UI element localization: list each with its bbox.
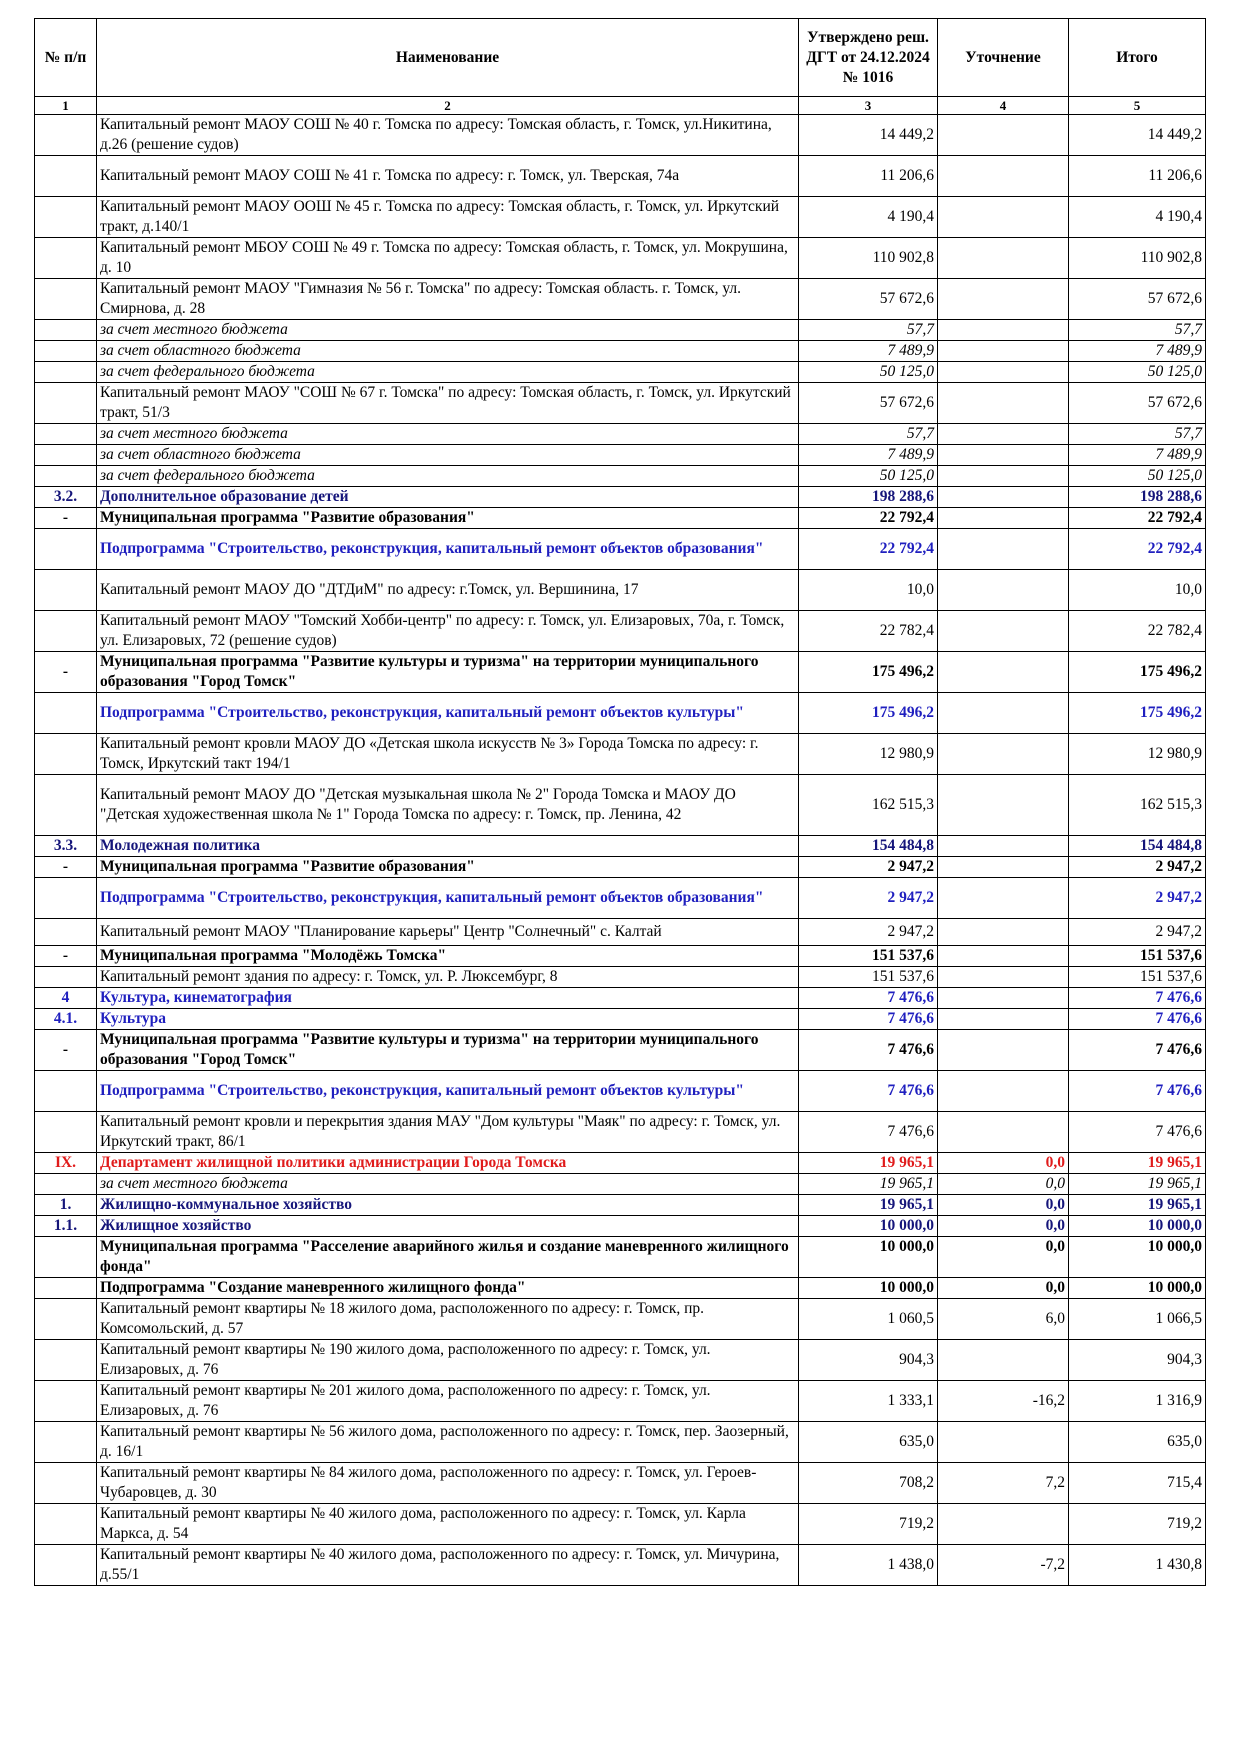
row-number — [35, 1174, 97, 1195]
table-row — [35, 1195, 1206, 1216]
row-approved: 10 000,0 — [799, 1237, 938, 1278]
row-approved: 19 965,1 — [799, 1195, 938, 1216]
row-clarification — [938, 919, 1069, 946]
row-clarification — [938, 1112, 1069, 1153]
table-row — [35, 383, 1206, 424]
table-row — [35, 238, 1206, 279]
row-clarification — [938, 652, 1069, 693]
row-number — [35, 1071, 97, 1112]
row-clarification: 0,0 — [938, 1237, 1069, 1278]
header-approved: Утверждено реш. ДГТ от 24.12.2024 № 1016 — [799, 19, 938, 97]
row-total: 7 476,6 — [1069, 1009, 1206, 1030]
row-clarification — [938, 946, 1069, 967]
row-clarification: 0,0 — [938, 1216, 1069, 1237]
row-total: 110 902,8 — [1069, 238, 1206, 279]
row-name: Капитальный ремонт квартиры № 18 жилого дома, расположенного по адресу: г. Томск, пр. Комсомольский, д. 57 — [97, 1299, 799, 1340]
row-approved: 22 792,4 — [799, 529, 938, 570]
row-total: 198 288,6 — [1069, 487, 1206, 508]
row-name: Департамент жилищной политики администрации Города Томска — [97, 1153, 799, 1174]
row-total: 719,2 — [1069, 1504, 1206, 1545]
table-row — [35, 341, 1206, 362]
row-total: 635,0 — [1069, 1422, 1206, 1463]
row-name: Капитальный ремонт квартиры № 40 жилого дома, расположенного по адресу: г. Томск, ул. Карла Маркса, д. 54 — [97, 1504, 799, 1545]
row-name: Капитальный ремонт квартиры № 201 жилого дома, расположенного по адресу: г. Томск, ул. Елизаровых, д. 76 — [97, 1381, 799, 1422]
row-approved: 162 515,3 — [799, 775, 938, 836]
row-approved: 7 476,6 — [799, 1071, 938, 1112]
row-name: за счет федерального бюджета — [97, 362, 799, 383]
row-clarification — [938, 1504, 1069, 1545]
table-row — [35, 967, 1206, 988]
row-name: Капитальный ремонт квартиры № 56 жилого дома, расположенного по адресу: г. Томск, пер. Заозерный, д. 16/1 — [97, 1422, 799, 1463]
row-name: за счет областного бюджета — [97, 341, 799, 362]
row-approved: 1 333,1 — [799, 1381, 938, 1422]
row-clarification — [938, 445, 1069, 466]
row-total: 10,0 — [1069, 570, 1206, 611]
row-name: Капитальный ремонт квартиры № 40 жилого дома, расположенного по адресу: г. Томск, ул. Мичурина, д.55/1 — [97, 1545, 799, 1586]
row-number: IX. — [35, 1153, 97, 1174]
row-number: - — [35, 508, 97, 529]
row-number — [35, 1381, 97, 1422]
row-approved: 7 476,6 — [799, 1112, 938, 1153]
row-number — [35, 1422, 97, 1463]
row-approved: 2 947,2 — [799, 857, 938, 878]
table-row — [35, 734, 1206, 775]
row-total: 7 476,6 — [1069, 1112, 1206, 1153]
row-name: Подпрограмма "Строительство, реконструкция, капитальный ремонт объектов образования" — [97, 878, 799, 919]
row-approved: 19 965,1 — [799, 1153, 938, 1174]
row-clarification — [938, 115, 1069, 156]
row-approved: 57,7 — [799, 424, 938, 445]
row-number — [35, 775, 97, 836]
row-number — [35, 967, 97, 988]
row-name: Дополнительное образование детей — [97, 487, 799, 508]
row-name: Культура — [97, 1009, 799, 1030]
row-total: 57,7 — [1069, 424, 1206, 445]
header-name: Наименование — [97, 19, 799, 97]
row-approved: 151 537,6 — [799, 946, 938, 967]
row-number — [35, 570, 97, 611]
row-total: 22 792,4 — [1069, 529, 1206, 570]
table-row — [35, 1030, 1206, 1071]
table-row — [35, 1216, 1206, 1237]
table-row — [35, 445, 1206, 466]
row-approved: 10 000,0 — [799, 1278, 938, 1299]
row-approved: 110 902,8 — [799, 238, 938, 279]
table-row — [35, 1278, 1206, 1299]
row-name: Подпрограмма "Создание маневренного жилищного фонда" — [97, 1278, 799, 1299]
row-total: 22 782,4 — [1069, 611, 1206, 652]
row-number — [35, 1463, 97, 1504]
table-row — [35, 1071, 1206, 1112]
row-approved: 14 449,2 — [799, 115, 938, 156]
row-approved: 175 496,2 — [799, 693, 938, 734]
row-clarification — [938, 1030, 1069, 1071]
table-row — [35, 1174, 1206, 1195]
row-approved: 57,7 — [799, 320, 938, 341]
row-clarification — [938, 967, 1069, 988]
table-row — [35, 988, 1206, 1009]
row-number — [35, 238, 97, 279]
table-row — [35, 1299, 1206, 1340]
row-clarification — [938, 383, 1069, 424]
row-number: - — [35, 652, 97, 693]
row-number — [35, 734, 97, 775]
row-clarification — [938, 279, 1069, 320]
table-row — [35, 320, 1206, 341]
row-clarification — [938, 570, 1069, 611]
row-clarification — [938, 734, 1069, 775]
table-row — [35, 1381, 1206, 1422]
row-total: 22 792,4 — [1069, 508, 1206, 529]
row-number: - — [35, 1030, 97, 1071]
table-row — [35, 1340, 1206, 1381]
table-row — [35, 611, 1206, 652]
row-number — [35, 611, 97, 652]
row-name: Подпрограмма "Строительство, реконструкция, капитальный ремонт объектов культуры" — [97, 693, 799, 734]
row-name: Капитальный ремонт МАОУ "СОШ № 67 г. Томска" по адресу: Томская область, г. Томск, ул. Иркутский тракт, 51/3 — [97, 383, 799, 424]
row-approved: 50 125,0 — [799, 466, 938, 487]
row-name: Капитальный ремонт МБОУ СОШ № 49 г. Томска по адресу: Томская область, г. Томск, ул. Мокрушина, д. 10 — [97, 238, 799, 279]
row-clarification — [938, 238, 1069, 279]
row-total: 57,7 — [1069, 320, 1206, 341]
column-number: 1 — [35, 97, 97, 115]
row-name: Жилищное хозяйство — [97, 1216, 799, 1237]
row-total: 175 496,2 — [1069, 652, 1206, 693]
row-name: Капитальный ремонт МАОУ "Томский Хобби-центр" по адресу: г. Томск, ул. Елизаровых, 70а, г. Томск, ул. Елизаровых, 72 (решение судов) — [97, 611, 799, 652]
row-number: 4 — [35, 988, 97, 1009]
row-total: 50 125,0 — [1069, 466, 1206, 487]
row-name: Капитальный ремонт квартиры № 84 жилого дома, расположенного по адресу: г. Томск, ул. Героев-Чубаровцев, д. 30 — [97, 1463, 799, 1504]
row-number — [35, 1340, 97, 1381]
row-number — [35, 362, 97, 383]
row-name: Подпрограмма "Строительство, реконструкция, капитальный ремонт объектов образования" — [97, 529, 799, 570]
row-total: 19 965,1 — [1069, 1153, 1206, 1174]
row-clarification — [938, 878, 1069, 919]
row-clarification — [938, 362, 1069, 383]
row-clarification — [938, 1340, 1069, 1381]
row-approved: 57 672,6 — [799, 383, 938, 424]
row-number: - — [35, 946, 97, 967]
row-name: за счет федерального бюджета — [97, 466, 799, 487]
row-number — [35, 383, 97, 424]
row-total: 19 965,1 — [1069, 1195, 1206, 1216]
row-clarification — [938, 775, 1069, 836]
row-name: Капитальный ремонт квартиры № 190 жилого дома, расположенного по адресу: г. Томск, ул. Елизаровых, д. 76 — [97, 1340, 799, 1381]
row-total: 50 125,0 — [1069, 362, 1206, 383]
table-row — [35, 197, 1206, 238]
row-number — [35, 197, 97, 238]
table-row — [35, 529, 1206, 570]
row-clarification: 0,0 — [938, 1153, 1069, 1174]
row-total: 1 430,8 — [1069, 1545, 1206, 1586]
row-number — [35, 1112, 97, 1153]
row-approved: 7 476,6 — [799, 1009, 938, 1030]
row-number — [35, 1278, 97, 1299]
row-number — [35, 1237, 97, 1278]
row-approved: 2 947,2 — [799, 919, 938, 946]
row-total: 7 476,6 — [1069, 988, 1206, 1009]
row-clarification — [938, 466, 1069, 487]
row-total: 154 484,8 — [1069, 836, 1206, 857]
row-total: 162 515,3 — [1069, 775, 1206, 836]
row-approved: 2 947,2 — [799, 878, 938, 919]
row-approved: 198 288,6 — [799, 487, 938, 508]
row-name: Капитальный ремонт МАОУ СОШ № 40 г. Томска по адресу: Томская область, г. Томск, ул.Никитина, д.26 (решение судов) — [97, 115, 799, 156]
row-number — [35, 279, 97, 320]
row-number: 3.2. — [35, 487, 97, 508]
row-number — [35, 320, 97, 341]
row-clarification — [938, 320, 1069, 341]
row-clarification — [938, 857, 1069, 878]
row-name: Капитальный ремонт МАОУ "Гимназия № 56 г. Томска" по адресу: Томская область. г. Томск, ул. Смирнова, д. 28 — [97, 279, 799, 320]
column-number: 3 — [799, 97, 938, 115]
column-number-row — [35, 97, 1206, 115]
row-total: 11 206,6 — [1069, 156, 1206, 197]
header-row — [35, 19, 1206, 97]
row-clarification — [938, 487, 1069, 508]
row-number — [35, 529, 97, 570]
row-approved: 708,2 — [799, 1463, 938, 1504]
table-row — [35, 115, 1206, 156]
row-clarification: 0,0 — [938, 1278, 1069, 1299]
table-row — [35, 487, 1206, 508]
row-name: Муниципальная программа "Развитие культуры и туризма" на территории муниципального образования "Город Томск" — [97, 652, 799, 693]
row-name: за счет местного бюджета — [97, 320, 799, 341]
row-name: за счет местного бюджета — [97, 424, 799, 445]
row-total: 7 476,6 — [1069, 1071, 1206, 1112]
row-number — [35, 156, 97, 197]
budget-table — [34, 18, 1206, 1586]
row-name: Муниципальная программа "Расселение аварийного жилья и создание маневренного жилищного фонда" — [97, 1237, 799, 1278]
row-clarification: 0,0 — [938, 1174, 1069, 1195]
row-approved: 50 125,0 — [799, 362, 938, 383]
row-number: 1.1. — [35, 1216, 97, 1237]
table-row — [35, 836, 1206, 857]
row-name: Капитальный ремонт МАОУ СОШ № 41 г. Томска по адресу: г. Томск, ул. Тверская, 74а — [97, 156, 799, 197]
row-total: 14 449,2 — [1069, 115, 1206, 156]
table-row — [35, 1504, 1206, 1545]
row-clarification — [938, 1071, 1069, 1112]
row-approved: 12 980,9 — [799, 734, 938, 775]
row-total: 2 947,2 — [1069, 878, 1206, 919]
row-name: Муниципальная программа "Молодёжь Томска" — [97, 946, 799, 967]
row-number — [35, 445, 97, 466]
row-total: 7 476,6 — [1069, 1030, 1206, 1071]
row-approved: 10,0 — [799, 570, 938, 611]
column-number: 4 — [938, 97, 1069, 115]
row-number: 4.1. — [35, 1009, 97, 1030]
row-number — [35, 919, 97, 946]
column-number: 2 — [97, 97, 799, 115]
table-row — [35, 775, 1206, 836]
table-row — [35, 1153, 1206, 1174]
row-clarification — [938, 836, 1069, 857]
table-row — [35, 1422, 1206, 1463]
row-name: Капитальный ремонт МАОУ ДО "ДТДиМ" по адресу: г.Томск, ул. Вершинина, 17 — [97, 570, 799, 611]
row-total: 12 980,9 — [1069, 734, 1206, 775]
row-name: Культура, кинематография — [97, 988, 799, 1009]
row-name: Молодежная политика — [97, 836, 799, 857]
table-row — [35, 279, 1206, 320]
row-number — [35, 115, 97, 156]
row-number — [35, 424, 97, 445]
table-row — [35, 570, 1206, 611]
table-row — [35, 946, 1206, 967]
row-name: Капитальный ремонт МАОУ ДО "Детская музыкальная школа № 2" Города Томска и МАОУ ДО "Детская художественная школа № 1" Города Томска по адресу: г. Томск, пр. Ленина, 42 — [97, 775, 799, 836]
row-name: Муниципальная программа "Развитие образования" — [97, 857, 799, 878]
row-name: Капитальный ремонт кровли и перекрытия здания МАУ "Дом культуры "Маяк" по адресу: г. Томск, ул. Иркутский тракт, 86/1 — [97, 1112, 799, 1153]
row-total: 7 489,9 — [1069, 445, 1206, 466]
row-total: 1 066,5 — [1069, 1299, 1206, 1340]
row-number — [35, 1545, 97, 1586]
row-approved: 904,3 — [799, 1340, 938, 1381]
column-number: 5 — [1069, 97, 1206, 115]
row-approved: 57 672,6 — [799, 279, 938, 320]
row-approved: 4 190,4 — [799, 197, 938, 238]
row-clarification: -16,2 — [938, 1381, 1069, 1422]
row-total: 10 000,0 — [1069, 1278, 1206, 1299]
row-name: Подпрограмма "Строительство, реконструкция, капитальный ремонт объектов культуры" — [97, 1071, 799, 1112]
row-name: Муниципальная программа "Развитие культуры и туризма" на территории муниципального образования "Город Томск" — [97, 1030, 799, 1071]
row-number: 1. — [35, 1195, 97, 1216]
row-total: 715,4 — [1069, 1463, 1206, 1504]
table-row — [35, 424, 1206, 445]
row-clarification — [938, 197, 1069, 238]
header-clarification: Уточнение — [938, 19, 1069, 97]
table-row — [35, 919, 1206, 946]
table-row — [35, 1112, 1206, 1153]
row-total: 19 965,1 — [1069, 1174, 1206, 1195]
row-clarification: 6,0 — [938, 1299, 1069, 1340]
header-no: № п/п — [35, 19, 97, 97]
row-total: 57 672,6 — [1069, 279, 1206, 320]
row-total: 4 190,4 — [1069, 197, 1206, 238]
row-name: Капитальный ремонт МАОУ ООШ № 45 г. Томска по адресу: Томская область, г. Томск, ул. Иркутский тракт, д.140/1 — [97, 197, 799, 238]
row-total: 7 489,9 — [1069, 341, 1206, 362]
row-clarification — [938, 341, 1069, 362]
row-approved: 7 489,9 — [799, 445, 938, 466]
table-row — [35, 878, 1206, 919]
row-approved: 635,0 — [799, 1422, 938, 1463]
table-row — [35, 1463, 1206, 1504]
row-number: 3.3. — [35, 836, 97, 857]
row-total: 151 537,6 — [1069, 946, 1206, 967]
row-total: 10 000,0 — [1069, 1216, 1206, 1237]
table-row — [35, 693, 1206, 734]
row-name: за счет местного бюджета — [97, 1174, 799, 1195]
row-approved: 22 792,4 — [799, 508, 938, 529]
table-body — [35, 115, 1206, 1586]
row-clarification: -7,2 — [938, 1545, 1069, 1586]
header-total: Итого — [1069, 19, 1206, 97]
row-clarification — [938, 1422, 1069, 1463]
row-number — [35, 341, 97, 362]
row-number — [35, 878, 97, 919]
row-clarification: 7,2 — [938, 1463, 1069, 1504]
row-approved: 175 496,2 — [799, 652, 938, 693]
row-clarification — [938, 1009, 1069, 1030]
table-row — [35, 466, 1206, 487]
row-name: Капитальный ремонт кровли МАОУ ДО «Детская школа искусств № 3» Города Томска по адресу: г. Томск, Иркутский такт 194/1 — [97, 734, 799, 775]
table-row — [35, 508, 1206, 529]
row-approved: 7 476,6 — [799, 1030, 938, 1071]
row-clarification — [938, 693, 1069, 734]
row-number — [35, 693, 97, 734]
row-total: 2 947,2 — [1069, 919, 1206, 946]
table-row — [35, 1545, 1206, 1586]
table-row — [35, 857, 1206, 878]
row-clarification — [938, 988, 1069, 1009]
row-number — [35, 1299, 97, 1340]
table-row — [35, 1009, 1206, 1030]
row-name: Жилищно-коммунальное хозяйство — [97, 1195, 799, 1216]
row-clarification: 0,0 — [938, 1195, 1069, 1216]
row-approved: 151 537,6 — [799, 967, 938, 988]
row-name: Муниципальная программа "Развитие образования" — [97, 508, 799, 529]
row-clarification — [938, 529, 1069, 570]
row-number — [35, 1504, 97, 1545]
row-approved: 10 000,0 — [799, 1216, 938, 1237]
row-approved: 719,2 — [799, 1504, 938, 1545]
row-total: 904,3 — [1069, 1340, 1206, 1381]
row-approved: 154 484,8 — [799, 836, 938, 857]
table-row — [35, 652, 1206, 693]
row-approved: 22 782,4 — [799, 611, 938, 652]
row-name: за счет областного бюджета — [97, 445, 799, 466]
row-total: 1 316,9 — [1069, 1381, 1206, 1422]
row-number: - — [35, 857, 97, 878]
row-clarification — [938, 156, 1069, 197]
row-approved: 1 060,5 — [799, 1299, 938, 1340]
row-clarification — [938, 424, 1069, 445]
row-approved: 11 206,6 — [799, 156, 938, 197]
row-total: 10 000,0 — [1069, 1237, 1206, 1278]
row-approved: 1 438,0 — [799, 1545, 938, 1586]
row-clarification — [938, 611, 1069, 652]
row-total: 151 537,6 — [1069, 967, 1206, 988]
row-approved: 7 476,6 — [799, 988, 938, 1009]
row-name: Капитальный ремонт здания по адресу: г. Томск, ул. Р. Люксембург, 8 — [97, 967, 799, 988]
table-row — [35, 1237, 1206, 1278]
table-row — [35, 156, 1206, 197]
row-total: 57 672,6 — [1069, 383, 1206, 424]
row-total: 2 947,2 — [1069, 857, 1206, 878]
row-approved: 19 965,1 — [799, 1174, 938, 1195]
row-total: 175 496,2 — [1069, 693, 1206, 734]
row-approved: 7 489,9 — [799, 341, 938, 362]
table-row — [35, 362, 1206, 383]
row-clarification — [938, 508, 1069, 529]
row-number — [35, 466, 97, 487]
row-name: Капитальный ремонт МАОУ "Планирование карьеры" Центр "Солнечный" с. Калтай — [97, 919, 799, 946]
